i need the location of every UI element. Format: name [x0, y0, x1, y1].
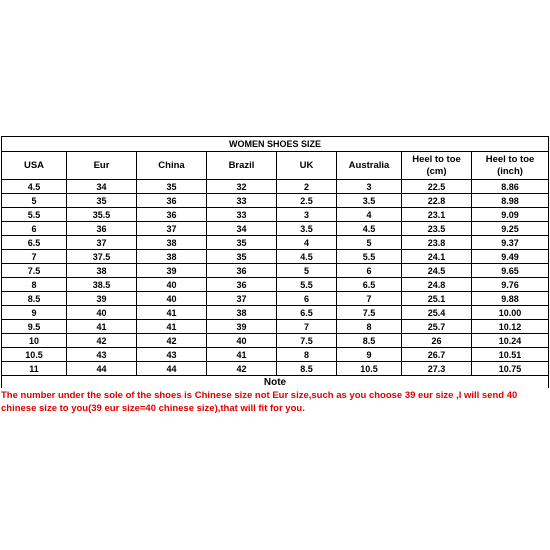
table-cell: 10.00 — [472, 306, 549, 320]
note-heading: Note — [2, 376, 549, 389]
table-cell: 7 — [277, 320, 337, 334]
table-cell: 35 — [207, 236, 277, 250]
table-cell: 44 — [67, 362, 137, 376]
table-cell: 34 — [67, 180, 137, 194]
table-cell: 39 — [207, 320, 277, 334]
table-cell: 26.7 — [402, 348, 472, 362]
column-header: USA — [2, 152, 67, 180]
table-cell: 43 — [137, 348, 207, 362]
column-header: Brazil — [207, 152, 277, 180]
table-cell: 42 — [137, 334, 207, 348]
table-cell: 38 — [137, 236, 207, 250]
table-cell: 4.5 — [2, 180, 67, 194]
table-cell: 9.76 — [472, 278, 549, 292]
table-cell: 7.5 — [2, 264, 67, 278]
table-cell: 35 — [137, 180, 207, 194]
table-cell: 40 — [137, 292, 207, 306]
table-cell: 5 — [2, 194, 67, 208]
table-row — [2, 306, 549, 320]
table-cell: 26 — [402, 334, 472, 348]
table-row — [2, 348, 549, 362]
table-cell: 5 — [337, 236, 402, 250]
table-body — [2, 180, 549, 376]
table-cell: 24.8 — [402, 278, 472, 292]
table-cell: 5.5 — [2, 208, 67, 222]
table-cell: 6.5 — [2, 236, 67, 250]
table-cell: 3.5 — [337, 194, 402, 208]
table-cell: 33 — [207, 208, 277, 222]
table-cell: 10 — [2, 334, 67, 348]
table-cell: 8.98 — [472, 194, 549, 208]
column-header: Australia — [337, 152, 402, 180]
table-cell: 36 — [67, 222, 137, 236]
table-cell: 39 — [137, 264, 207, 278]
table-row — [2, 334, 549, 348]
table-cell: 3.5 — [277, 222, 337, 236]
table-cell: 25.4 — [402, 306, 472, 320]
table-cell: 9.65 — [472, 264, 549, 278]
table-cell: 10.75 — [472, 362, 549, 376]
table-cell: 43 — [67, 348, 137, 362]
chart-title: WOMEN SHOES SIZE — [2, 137, 549, 152]
table-cell: 36 — [137, 194, 207, 208]
table-cell: 4.5 — [277, 250, 337, 264]
table-cell: 9.5 — [2, 320, 67, 334]
table-cell: 40 — [137, 278, 207, 292]
table-cell: 22.8 — [402, 194, 472, 208]
table-cell: 11 — [2, 362, 67, 376]
table-cell: 4 — [277, 236, 337, 250]
table-cell: 7.5 — [337, 306, 402, 320]
table-cell: 6.5 — [277, 306, 337, 320]
table-cell: 24.1 — [402, 250, 472, 264]
table-cell: 23.8 — [402, 236, 472, 250]
table-cell: 8.5 — [277, 362, 337, 376]
table-cell: 33 — [207, 194, 277, 208]
header-row — [2, 152, 549, 180]
table-row — [2, 362, 549, 376]
table-cell: 40 — [207, 334, 277, 348]
table-cell: 34 — [207, 222, 277, 236]
table-cell: 9.25 — [472, 222, 549, 236]
table-row — [2, 236, 549, 250]
table-cell: 37 — [207, 292, 277, 306]
table-cell: 9.37 — [472, 236, 549, 250]
size-chart — [1, 136, 548, 415]
table-cell: 25.7 — [402, 320, 472, 334]
table-cell: 5.5 — [337, 250, 402, 264]
table-cell: 2 — [277, 180, 337, 194]
table-cell: 8 — [277, 348, 337, 362]
table-cell: 37 — [137, 222, 207, 236]
column-header: Heel to toe (inch) — [472, 152, 549, 180]
table-row — [2, 320, 549, 334]
table-row — [2, 278, 549, 292]
table-cell: 10.5 — [2, 348, 67, 362]
table-cell: 23.1 — [402, 208, 472, 222]
table-cell: 8.5 — [337, 334, 402, 348]
column-header: China — [137, 152, 207, 180]
column-header: Heel to toe (cm) — [402, 152, 472, 180]
table-cell: 3 — [337, 180, 402, 194]
table-row — [2, 194, 549, 208]
table-cell: 23.5 — [402, 222, 472, 236]
table-row — [2, 208, 549, 222]
table-cell: 10.51 — [472, 348, 549, 362]
table-cell: 6 — [2, 222, 67, 236]
column-header: Eur — [67, 152, 137, 180]
table-cell: 9.09 — [472, 208, 549, 222]
table-cell: 9.49 — [472, 250, 549, 264]
table-cell: 32 — [207, 180, 277, 194]
table-cell: 41 — [137, 306, 207, 320]
table-row — [2, 180, 549, 194]
table-cell: 25.1 — [402, 292, 472, 306]
table-cell: 7 — [337, 292, 402, 306]
table-cell: 9.88 — [472, 292, 549, 306]
table-cell: 10.24 — [472, 334, 549, 348]
table-cell: 38 — [67, 264, 137, 278]
table-cell: 35 — [207, 250, 277, 264]
table-cell: 36 — [137, 208, 207, 222]
table-row — [2, 264, 549, 278]
table-cell: 41 — [207, 348, 277, 362]
table-cell: 8.5 — [2, 292, 67, 306]
size-table — [1, 136, 549, 388]
table-cell: 3 — [277, 208, 337, 222]
note-text: The number under the sole of the shoes is Chinese size not Eur size,such as you choose 39 eur size ,I will send 40 chinese size to you(39 eur size=40 chinese size),that will fit for you. — [1, 390, 518, 414]
table-cell: 6.5 — [337, 278, 402, 292]
table-row — [2, 250, 549, 264]
table-cell: 10.12 — [472, 320, 549, 334]
table-cell: 7 — [2, 250, 67, 264]
table-cell: 35.5 — [67, 208, 137, 222]
table-cell: 38.5 — [67, 278, 137, 292]
table-cell: 40 — [67, 306, 137, 320]
table-cell: 37 — [67, 236, 137, 250]
table-cell: 5 — [277, 264, 337, 278]
table-cell: 35 — [67, 194, 137, 208]
table-cell: 37.5 — [67, 250, 137, 264]
table-cell: 8 — [2, 278, 67, 292]
table-cell: 38 — [207, 306, 277, 320]
table-cell: 9 — [337, 348, 402, 362]
table-cell: 6 — [337, 264, 402, 278]
table-cell: 8 — [337, 320, 402, 334]
table-cell: 8.86 — [472, 180, 549, 194]
table-row — [2, 292, 549, 306]
table-cell: 7.5 — [277, 334, 337, 348]
table-cell: 24.5 — [402, 264, 472, 278]
table-cell: 5.5 — [277, 278, 337, 292]
table-cell: 22.5 — [402, 180, 472, 194]
table-cell: 41 — [137, 320, 207, 334]
table-cell: 6 — [277, 292, 337, 306]
table-cell: 42 — [67, 334, 137, 348]
table-cell: 9 — [2, 306, 67, 320]
table-cell: 36 — [207, 264, 277, 278]
table-cell: 44 — [137, 362, 207, 376]
table-cell: 41 — [67, 320, 137, 334]
table-cell: 4 — [337, 208, 402, 222]
table-cell: 10.5 — [337, 362, 402, 376]
table-cell: 2.5 — [277, 194, 337, 208]
table-cell: 4.5 — [337, 222, 402, 236]
table-cell: 39 — [67, 292, 137, 306]
column-header: UK — [277, 152, 337, 180]
table-row — [2, 222, 549, 236]
table-cell: 36 — [207, 278, 277, 292]
table-cell: 42 — [207, 362, 277, 376]
table-cell: 38 — [137, 250, 207, 264]
table-cell: 27.3 — [402, 362, 472, 376]
